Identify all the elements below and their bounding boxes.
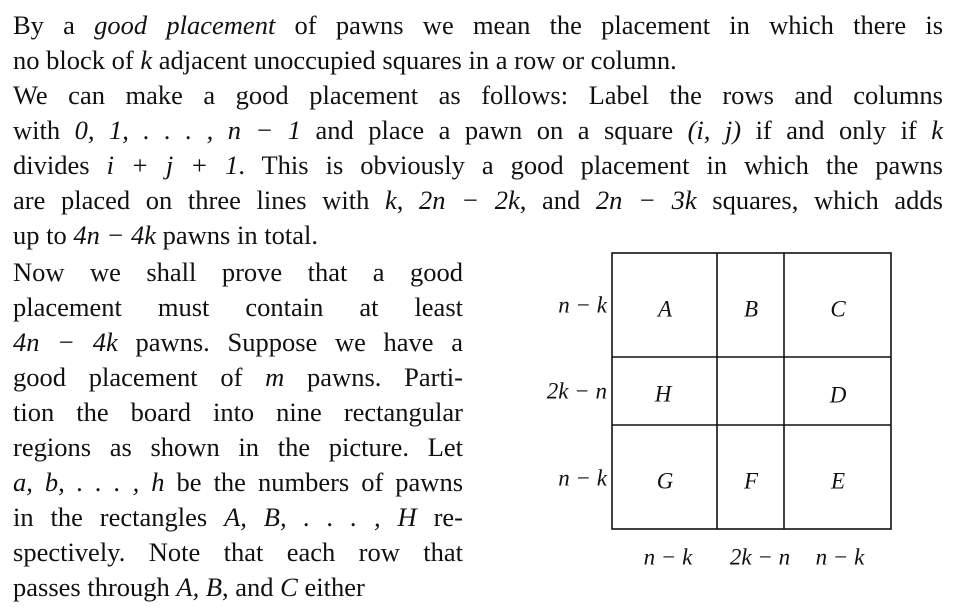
math-expr: 4n − 4k	[73, 220, 157, 250]
cell-label-H: H	[654, 381, 672, 407]
math-expr: C	[280, 572, 298, 602]
col-label-right: n − k	[815, 544, 865, 570]
text-span: , and	[519, 185, 596, 215]
column-line-4	[13, 360, 463, 395]
row-label-top: n − k	[558, 292, 607, 318]
text-span: if and only if	[741, 115, 932, 145]
text-line-4	[13, 113, 943, 148]
text-line-6	[13, 183, 943, 218]
text-span: and place a pawn on a square	[301, 115, 688, 145]
text-span: Now we shall prove that a good	[13, 257, 463, 287]
text-span: with	[13, 115, 75, 145]
row-label-bottom: n − k	[558, 465, 607, 491]
col-label-middle: 2k − n	[729, 544, 791, 570]
text-span: either	[297, 572, 365, 602]
math-square: (i, j)	[687, 115, 742, 145]
column-line-6	[13, 430, 463, 465]
column-line-3	[13, 325, 463, 360]
term-good-placement: good placement	[94, 10, 276, 40]
column-line-7	[13, 465, 463, 500]
column-line-10	[13, 570, 463, 605]
text-span: pawns. Parti-	[284, 362, 463, 392]
text-span: are placed on three lines with	[13, 185, 385, 215]
text-span: squares, which adds	[696, 185, 943, 215]
math-range: 0, 1, . . . , n − 1	[74, 115, 302, 145]
text-span: up to	[13, 220, 74, 250]
text-span: . This is obviously a good placement in which the pawns	[238, 150, 943, 180]
text-span: of pawns we mean the placement in which there is	[275, 10, 944, 40]
math-expr: 2n − 3k	[595, 185, 697, 215]
text-line-3	[13, 78, 943, 113]
math-k: k	[931, 115, 943, 145]
text-span: We can make a good placement as follows: Label the rows and columns	[13, 80, 943, 110]
text-span: pawns in total.	[156, 220, 318, 250]
cell-label-G: G	[656, 468, 674, 494]
math-expr: a, b, . . . , h	[13, 467, 165, 497]
column-line-5	[13, 395, 463, 430]
cell-label-C: C	[830, 296, 846, 322]
math-k: k	[140, 45, 153, 75]
row-label-middle: 2k − n	[546, 378, 607, 404]
math-sum: i + j + 1	[106, 150, 239, 180]
column-line-8	[13, 500, 463, 535]
text-span: passes through	[13, 572, 177, 602]
text-span: By a	[13, 10, 95, 40]
cell-label-B: B	[743, 296, 759, 322]
math-m: m	[265, 362, 285, 392]
column-line-1	[13, 255, 463, 290]
text-line-5	[13, 148, 943, 183]
text-span: in the rectangles	[13, 502, 225, 532]
math-expr: 2n − 2k	[419, 185, 520, 215]
column-line-9	[13, 535, 463, 570]
math-expr: A, B, . . . , H	[224, 502, 417, 532]
text-span: ,	[396, 185, 420, 215]
text-span: pawns. Suppose we have a	[117, 327, 463, 357]
text-line-2	[13, 43, 943, 78]
text-span: spectively. Note that each row that	[13, 537, 463, 567]
text-span: no block of	[13, 45, 141, 75]
cell-label-F: F	[743, 468, 759, 494]
text-span: be the numbers of pawns	[164, 467, 464, 497]
math-expr: A, B	[176, 572, 223, 602]
text-span: re-	[416, 502, 463, 532]
cell-label-A: A	[657, 296, 673, 322]
cell-label-E: E	[830, 468, 846, 494]
cell-label-D: D	[829, 382, 847, 408]
text-span: tion the board into nine rectangular	[13, 397, 463, 427]
text-span: , and	[222, 572, 281, 602]
text-span: adjacent unoccupied squares in a row or column.	[152, 45, 677, 75]
math-expr: 4n − 4k	[13, 327, 118, 357]
text-line-1	[13, 8, 943, 43]
math-k: k	[385, 185, 397, 215]
board-partition-figure	[520, 245, 960, 590]
col-label-left: n − k	[643, 544, 693, 570]
text-span: divides	[13, 150, 107, 180]
text-span: good placement of	[13, 362, 266, 392]
column-line-2	[13, 290, 463, 325]
text-span: regions as shown in the picture. Let	[13, 432, 463, 462]
text-span: placement must contain at least	[13, 292, 463, 322]
